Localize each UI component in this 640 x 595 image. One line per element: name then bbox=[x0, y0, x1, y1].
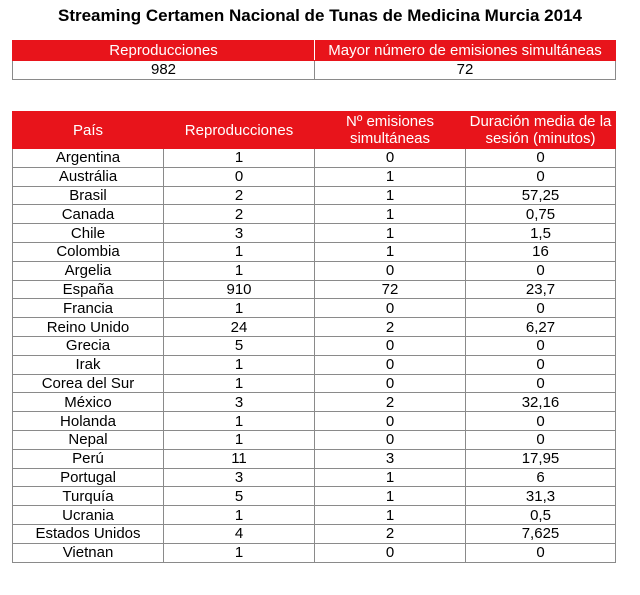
cell-duracion: 0 bbox=[466, 543, 616, 562]
summary-value-max-emisiones: 72 bbox=[315, 61, 616, 80]
table-row bbox=[13, 412, 616, 431]
cell-emisiones: 0 bbox=[315, 430, 466, 449]
cell-duracion: 57,25 bbox=[466, 186, 616, 205]
cell-duracion: 0 bbox=[466, 299, 616, 318]
cell-pais: Nepal bbox=[13, 430, 164, 449]
table-row bbox=[13, 374, 616, 393]
cell-duracion: 0 bbox=[466, 430, 616, 449]
table-body bbox=[13, 149, 616, 563]
table-row bbox=[13, 393, 616, 412]
cell-emisiones: 1 bbox=[315, 468, 466, 487]
cell-pais: Corea del Sur bbox=[13, 374, 164, 393]
cell-pais: Holanda bbox=[13, 412, 164, 431]
summary-header-reproducciones: Reproducciones bbox=[13, 41, 315, 61]
column-header-duracion: Duración media de la sesión (minutos) bbox=[466, 112, 616, 149]
cell-reproducciones: 5 bbox=[164, 487, 315, 506]
cell-pais: Estados Unidos bbox=[13, 524, 164, 543]
table-row bbox=[13, 430, 616, 449]
cell-emisiones: 2 bbox=[315, 318, 466, 337]
cell-emisiones: 1 bbox=[315, 224, 466, 243]
cell-reproducciones: 1 bbox=[164, 374, 315, 393]
table-row bbox=[13, 336, 616, 355]
table-row bbox=[13, 506, 616, 525]
cell-emisiones: 0 bbox=[315, 336, 466, 355]
cell-duracion: 0,75 bbox=[466, 205, 616, 224]
cell-emisiones: 2 bbox=[315, 393, 466, 412]
cell-emisiones: 1 bbox=[315, 506, 466, 525]
cell-reproducciones: 1 bbox=[164, 242, 315, 261]
cell-reproducciones: 2 bbox=[164, 205, 315, 224]
cell-duracion: 0 bbox=[466, 355, 616, 374]
cell-reproducciones: 1 bbox=[164, 299, 315, 318]
cell-duracion: 0,5 bbox=[466, 506, 616, 525]
cell-emisiones: 72 bbox=[315, 280, 466, 299]
cell-reproducciones: 11 bbox=[164, 449, 315, 468]
cell-reproducciones: 3 bbox=[164, 224, 315, 243]
cell-duracion: 0 bbox=[466, 374, 616, 393]
table-row bbox=[13, 355, 616, 374]
table-row bbox=[13, 224, 616, 243]
cell-reproducciones: 910 bbox=[164, 280, 315, 299]
country-table bbox=[12, 111, 616, 563]
table-row bbox=[13, 280, 616, 299]
table-row bbox=[13, 318, 616, 337]
cell-duracion: 32,16 bbox=[466, 393, 616, 412]
cell-reproducciones: 3 bbox=[164, 468, 315, 487]
table-row bbox=[13, 205, 616, 224]
summary-value-reproducciones: 982 bbox=[13, 61, 315, 80]
cell-emisiones: 1 bbox=[315, 186, 466, 205]
column-header-emisiones: Nº emisiones simultáneas bbox=[315, 112, 466, 149]
table-header-row bbox=[13, 112, 616, 149]
cell-pais: Turquía bbox=[13, 487, 164, 506]
cell-duracion: 17,95 bbox=[466, 449, 616, 468]
table-row bbox=[13, 543, 616, 562]
cell-duracion: 16 bbox=[466, 242, 616, 261]
cell-reproducciones: 1 bbox=[164, 506, 315, 525]
cell-emisiones: 0 bbox=[315, 299, 466, 318]
cell-emisiones: 2 bbox=[315, 524, 466, 543]
cell-reproducciones: 24 bbox=[164, 318, 315, 337]
page-title: Streaming Certamen Nacional de Tunas de Medicina Murcia 2014 bbox=[57, 6, 583, 25]
cell-duracion: 0 bbox=[466, 412, 616, 431]
cell-duracion: 7,625 bbox=[466, 524, 616, 543]
cell-pais: Irak bbox=[13, 355, 164, 374]
cell-pais: Ucrania bbox=[13, 506, 164, 525]
cell-reproducciones: 2 bbox=[164, 186, 315, 205]
table-row bbox=[13, 449, 616, 468]
cell-pais: Austrália bbox=[13, 167, 164, 186]
cell-emisiones: 1 bbox=[315, 205, 466, 224]
table-row bbox=[13, 242, 616, 261]
cell-pais: Reino Unido bbox=[13, 318, 164, 337]
table-row bbox=[13, 299, 616, 318]
cell-duracion: 0 bbox=[466, 261, 616, 280]
cell-pais: Perú bbox=[13, 449, 164, 468]
column-header-pais: País bbox=[13, 112, 164, 149]
cell-emisiones: 1 bbox=[315, 167, 466, 186]
cell-reproducciones: 1 bbox=[164, 261, 315, 280]
cell-reproducciones: 1 bbox=[164, 355, 315, 374]
cell-pais: Colombia bbox=[13, 242, 164, 261]
cell-duracion: 6 bbox=[466, 468, 616, 487]
table-row bbox=[13, 167, 616, 186]
cell-pais: Canada bbox=[13, 205, 164, 224]
cell-emisiones: 0 bbox=[315, 543, 466, 562]
cell-reproducciones: 1 bbox=[164, 149, 315, 168]
cell-duracion: 31,3 bbox=[466, 487, 616, 506]
cell-pais: México bbox=[13, 393, 164, 412]
cell-duracion: 23,7 bbox=[466, 280, 616, 299]
cell-emisiones: 0 bbox=[315, 374, 466, 393]
cell-pais: Grecia bbox=[13, 336, 164, 355]
cell-pais: Argelia bbox=[13, 261, 164, 280]
summary-header-row bbox=[13, 41, 616, 61]
cell-reproducciones: 1 bbox=[164, 430, 315, 449]
table-row bbox=[13, 186, 616, 205]
cell-reproducciones: 1 bbox=[164, 412, 315, 431]
cell-emisiones: 0 bbox=[315, 412, 466, 431]
cell-emisiones: 1 bbox=[315, 242, 466, 261]
summary-value-row bbox=[13, 61, 616, 80]
column-header-reproducciones: Reproducciones bbox=[164, 112, 315, 149]
cell-reproducciones: 5 bbox=[164, 336, 315, 355]
table-row bbox=[13, 524, 616, 543]
table-row bbox=[13, 487, 616, 506]
cell-pais: Vietnan bbox=[13, 543, 164, 562]
table-row bbox=[13, 468, 616, 487]
table-row bbox=[13, 149, 616, 168]
cell-reproducciones: 4 bbox=[164, 524, 315, 543]
cell-emisiones: 0 bbox=[315, 355, 466, 374]
cell-duracion: 0 bbox=[466, 167, 616, 186]
cell-pais: Francia bbox=[13, 299, 164, 318]
cell-emisiones: 3 bbox=[315, 449, 466, 468]
cell-pais: Argentina bbox=[13, 149, 164, 168]
cell-reproducciones: 1 bbox=[164, 543, 315, 562]
cell-duracion: 0 bbox=[466, 149, 616, 168]
cell-emisiones: 0 bbox=[315, 261, 466, 280]
cell-emisiones: 1 bbox=[315, 487, 466, 506]
cell-pais: España bbox=[13, 280, 164, 299]
cell-duracion: 1,5 bbox=[466, 224, 616, 243]
cell-reproducciones: 3 bbox=[164, 393, 315, 412]
cell-pais: Brasil bbox=[13, 186, 164, 205]
summary-header-max-emisiones: Mayor número de emisiones simultáneas bbox=[315, 41, 616, 61]
cell-emisiones: 0 bbox=[315, 149, 466, 168]
table-row bbox=[13, 261, 616, 280]
cell-pais: Portugal bbox=[13, 468, 164, 487]
cell-duracion: 6,27 bbox=[466, 318, 616, 337]
summary-table bbox=[12, 40, 616, 80]
cell-reproducciones: 0 bbox=[164, 167, 315, 186]
cell-duracion: 0 bbox=[466, 336, 616, 355]
cell-pais: Chile bbox=[13, 224, 164, 243]
